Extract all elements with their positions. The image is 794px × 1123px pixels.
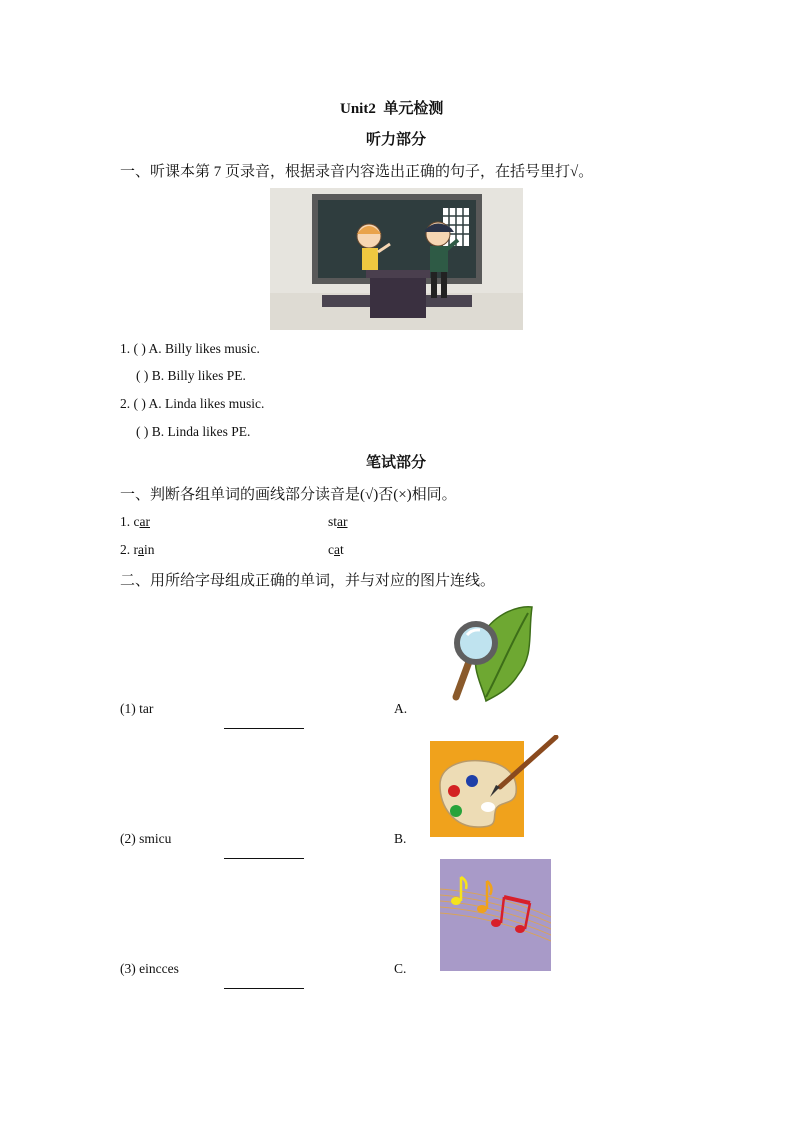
question-number: 1. (120, 341, 131, 356)
answer-bracket[interactable]: ( ) (136, 368, 149, 383)
part1-row-2-word2 (328, 542, 344, 558)
option-text: B. Linda likes PE. (151, 424, 251, 439)
question-2-option-b (136, 424, 250, 440)
option-b-label: B. (394, 831, 407, 846)
word-part: r (133, 542, 138, 557)
listening-instruction: 一、听课本第 7 页录音，根据录音内容选出正确的句子，在括号里打√。 (120, 164, 594, 180)
magnifier-handle (456, 659, 470, 697)
part1-row-1-word1 (120, 514, 150, 530)
answer-bracket[interactable]: ( ) (133, 341, 146, 356)
music-notes-picture[interactable] (440, 859, 551, 971)
answer-blank-2[interactable] (224, 846, 304, 864)
writing-section-title: 笔试部分 (366, 455, 427, 471)
row-number: 1. (120, 514, 131, 529)
underlined-letters: ar (139, 514, 150, 529)
word-part: st (328, 514, 338, 529)
unit-subtitle-text: 单元检测 (383, 101, 444, 117)
option-c-label: C. (394, 961, 407, 976)
answer-blank-3[interactable] (224, 976, 304, 994)
word-part: c (133, 514, 140, 529)
underlined-letters: ar (337, 514, 348, 529)
row-number: 2. (120, 542, 131, 557)
palette-brush-picture[interactable] (430, 735, 560, 837)
option-text: A. Billy likes music. (148, 341, 260, 356)
word-part: t (340, 542, 344, 557)
part1-row-2-word1 (120, 542, 155, 558)
unit-title-text: Unit2 (340, 101, 376, 117)
question-number: 2. (120, 396, 131, 411)
part2-instruction: 二、用所给字母组成正确的单词，并与对应的图片连线。 (120, 573, 496, 589)
underlined-letters: a (334, 542, 340, 557)
listening-section-title: 听力部分 (366, 132, 427, 148)
part2-item-3-label: (3) eincces (120, 961, 179, 976)
answer-bracket[interactable]: ( ) (136, 424, 149, 439)
part1-instruction: 一、判断各组单词的画线部分读音是(√)否(×)相同。 (120, 487, 457, 503)
answer-bracket[interactable]: ( ) (133, 396, 146, 411)
part1-row-1-word2 (328, 514, 348, 530)
word-part: in (144, 542, 155, 557)
underlined-letters: a (138, 542, 144, 557)
option-text: B. Billy likes PE. (151, 368, 246, 383)
magnifier-leaf-picture[interactable] (448, 605, 536, 705)
question-2-option-a (120, 396, 264, 412)
classroom-picture (270, 188, 523, 330)
word-part: c (328, 542, 334, 557)
question-1-option-b (136, 368, 246, 384)
question-1-option-a (120, 341, 260, 357)
unit-title (340, 97, 443, 118)
part2-item-2-label: (2) smicu (120, 831, 172, 846)
option-a-label: A. (394, 701, 408, 716)
answer-blank-1[interactable] (224, 716, 304, 734)
option-text: A. Linda likes music. (148, 396, 265, 411)
part2-item-1-label: (1) tar (120, 701, 154, 716)
